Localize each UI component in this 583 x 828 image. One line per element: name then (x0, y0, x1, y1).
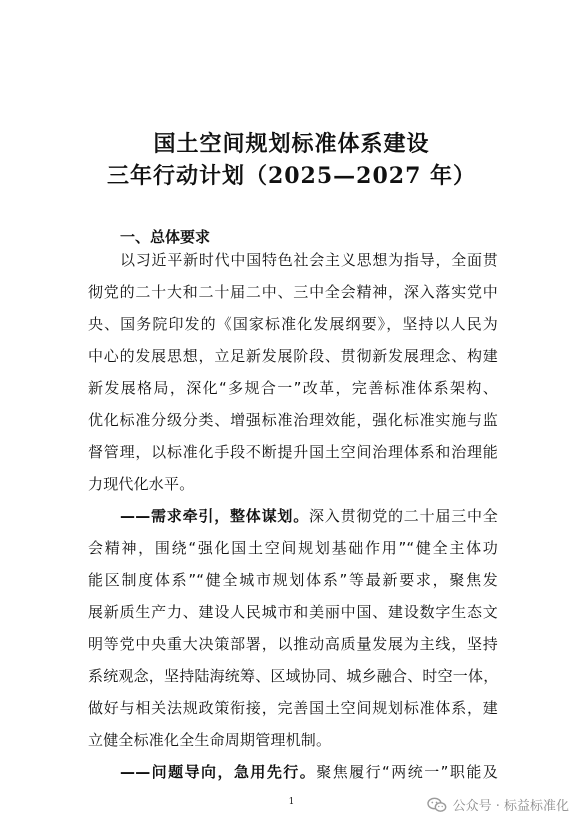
watermark (427, 795, 569, 814)
principle-line (120, 505, 498, 527)
paragraph-line: 以习近平新时代中国特色社会主义思想为指导，全面贯 (120, 251, 498, 269)
paragraph-line: 立健全标准化全生命周期管理机制。 (88, 731, 332, 749)
watermark-text: 公众号 · 标益标准化 (452, 799, 569, 814)
paragraph-line: 做好与相关法规政策衔接，完善国土空间规划标准体系，建 (88, 699, 498, 717)
paragraph-line: 督管理，以标准化手段不断提升国土空间治理体系和治理能 (88, 443, 498, 461)
paragraph-line: 能区制度体系”“健全城市规划体系”等最新要求，聚焦发 (88, 571, 498, 589)
paragraph-line: 会精神，围绕“强化国土空间规划基础作用”“健全主体功 (88, 539, 498, 557)
wechat-icon (427, 797, 447, 813)
principle-line (120, 761, 498, 783)
paragraph-line: 优化标准分级分类、增强标准治理效能，强化标准实施与监 (88, 411, 498, 429)
principle-text: 聚焦履行“两统一”职能及 (316, 763, 498, 781)
paragraph-line: 彻党的二十大和二十届二中、三中全会精神，深入落实党中 (88, 283, 498, 301)
paragraph-line: 系统观念，坚持陆海统筹、区域协同、城乡融合、时空一体， (88, 667, 499, 685)
paragraph-line: 展新质生产力、建设人民城市和美丽中国、建设数字生态文 (88, 603, 498, 621)
paragraph-line: 明等党中央重大决策部署，以推动高质量发展为主线，坚持 (88, 635, 498, 653)
document-title-line2: 三年行动计划（2025—2027 年） (106, 163, 477, 189)
paragraph-line: 央、国务院印发的《国家标准化发展纲要》，坚持以人民为 (88, 315, 498, 333)
document-title-line1: 国土空间规划标准体系建设 (153, 131, 430, 157)
principle-heading: ——需求牵引，整体谋划。 (120, 507, 309, 525)
principle-text: 深入贯彻党的二十届三中全 (309, 507, 498, 525)
paragraph-line: 中心的发展思想，立足新发展阶段、贯彻新发展理念、构建 (88, 347, 498, 365)
paragraph-line: 新发展格局，深化“多规合一”改革，完善标准体系架构、 (88, 379, 498, 397)
section-heading: 一、总体要求 (120, 228, 211, 246)
paragraph-line: 力现代化水平。 (88, 475, 195, 493)
page-number: 1 (288, 797, 295, 807)
principle-heading: ——问题导向，急用先行。 (120, 763, 317, 781)
